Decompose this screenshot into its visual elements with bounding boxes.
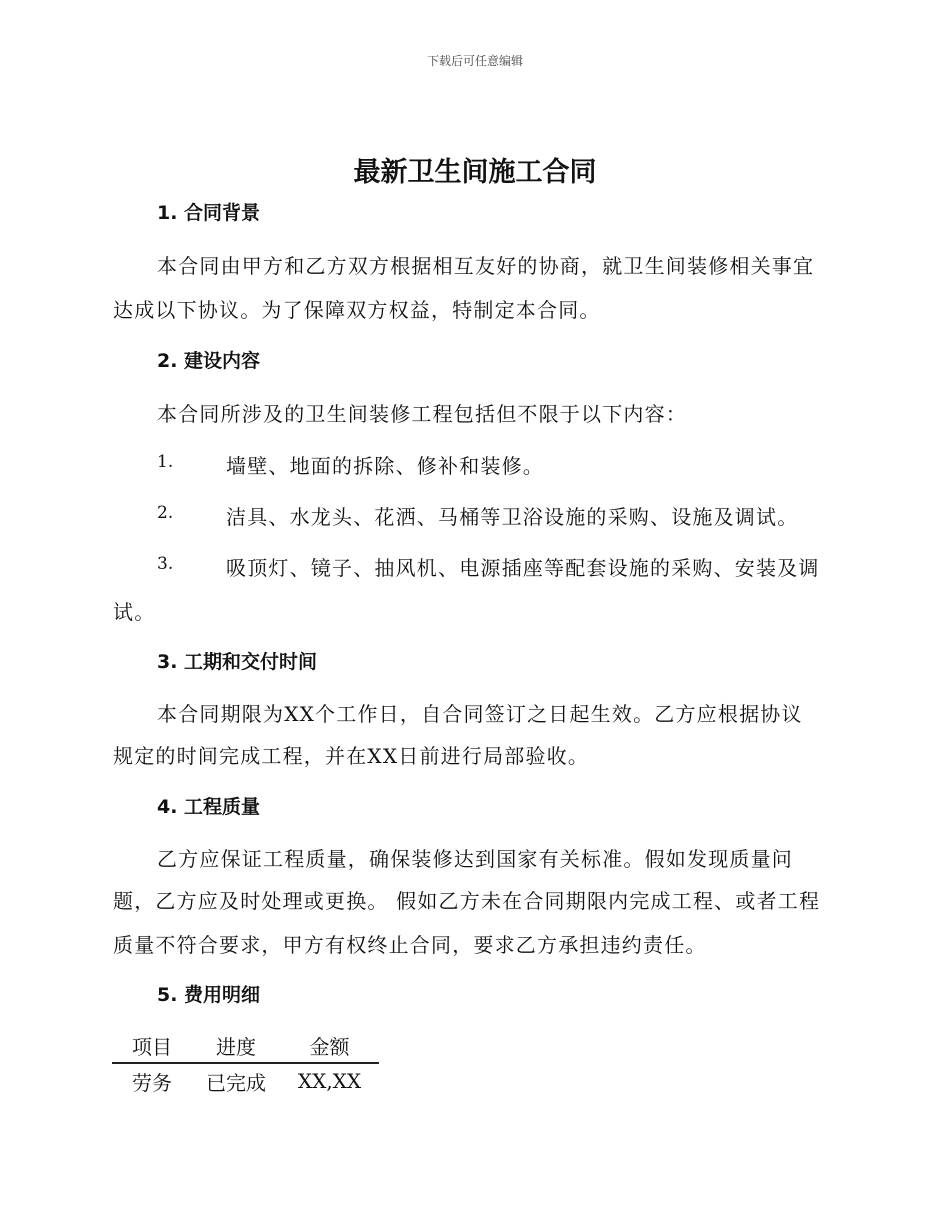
- section-heading-fees: 5. 费用明细: [157, 984, 261, 1006]
- list-item: 洁具、水龙头、花洒、马桶等卫浴设施的采购、设施及调试。: [226, 505, 799, 529]
- paragraph-line: 达成以下协议。为了保障双方权益，特制定本合同。: [113, 298, 601, 322]
- paragraph-line: 规定的时间完成工程，并在XX日前进行局部验收。: [113, 744, 590, 768]
- paragraph-line: 题，乙方应及时处理或更换。 假如乙方未在合同期限内完成工程、或者工程: [113, 889, 821, 913]
- paragraph-line: 本合同期限为XX个工作日，自合同签订之日起生效。乙方应根据协议: [157, 702, 803, 726]
- section-heading-background: 1. 合同背景: [157, 202, 261, 224]
- fee-table: [112, 1028, 379, 1098]
- column-header: 项目: [132, 1034, 172, 1059]
- paragraph-line: 乙方应保证工程质量，确保装修达到国家有关标准。假如发现质量问: [157, 847, 793, 871]
- table-row: [112, 1064, 379, 1098]
- table-cell: 劳务: [132, 1070, 172, 1095]
- table-cell: XX,XX: [297, 1069, 362, 1093]
- paragraph-line: 本合同由甲方和乙方双方根据相互友好的协商，就卫生间装修相关事宜: [157, 254, 815, 278]
- section-heading-scope: 2. 建设内容: [157, 350, 261, 372]
- scope-intro: 本合同所涉及的卫生间装修工程包括但不限于以下内容：: [157, 402, 687, 426]
- section-heading-quality: 4. 工程质量: [157, 796, 261, 818]
- table-cell: 已完成: [206, 1070, 266, 1095]
- list-item-number: 3.: [157, 554, 174, 574]
- list-item-continuation: 试。: [113, 600, 156, 624]
- list-item: 吸顶灯、镜子、抽风机、电源插座等配套设施的采购、安装及调: [226, 556, 820, 580]
- document-title: 最新卫生间施工合同: [353, 157, 597, 188]
- section-heading-schedule: 3. 工期和交付时间: [157, 651, 318, 673]
- list-item: 墙壁、地面的拆除、修补和装修。: [226, 454, 544, 478]
- column-header: 金额: [309, 1034, 350, 1059]
- list-item-number: 1.: [157, 452, 174, 472]
- column-header: 进度: [216, 1034, 256, 1059]
- page-header-note: 下载后可任意编辑: [426, 54, 523, 68]
- paragraph-line: 质量不符合要求，甲方有权终止合同，要求乙方承担违约责任。: [113, 933, 707, 957]
- list-item-number: 2.: [157, 503, 174, 523]
- table-header-row: [112, 1028, 379, 1064]
